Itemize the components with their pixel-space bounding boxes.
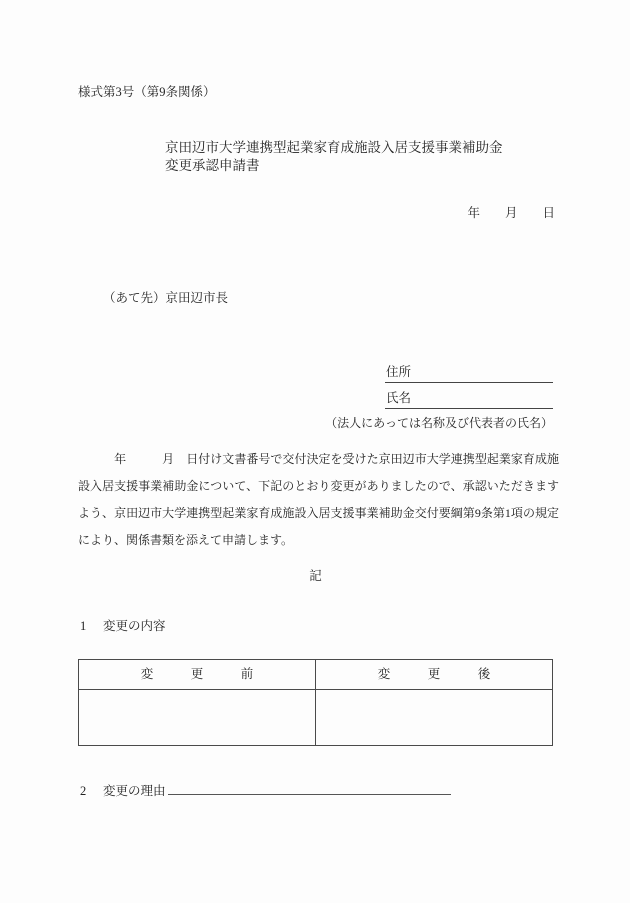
body-paragraph <box>78 452 559 560</box>
date-line: 年 月 日 <box>467 206 555 220</box>
change-table-body-row <box>79 690 553 746</box>
document-title-line2: 変更承認申請書 <box>165 157 260 173</box>
section-1-number: 1 <box>80 619 87 633</box>
document-title-line1: 京田辺市大学連携型起業家育成施設入居支援事業補助金 <box>165 140 503 155</box>
reason-field[interactable] <box>168 780 451 795</box>
change-table-header-row <box>79 660 553 690</box>
document-title <box>165 139 503 174</box>
section-2-heading <box>80 780 451 799</box>
name-label: 氏名 <box>386 391 412 405</box>
address-field[interactable] <box>385 364 553 383</box>
ki-marker: 記 <box>309 569 322 583</box>
section-2-number: 2 <box>80 784 87 798</box>
form-number: 様式第3号（第9条関係） <box>78 85 216 99</box>
address-label: 住所 <box>386 365 412 379</box>
body-paragraph-line3: よう、京田辺市大学連携型起業家育成施設入居支援事業補助金交付要綱第9条第1項の規定 <box>78 506 559 520</box>
change-table <box>78 659 553 746</box>
change-after-header: 変 更 後 <box>316 660 553 690</box>
name-field[interactable] <box>385 390 553 409</box>
section-2-label: 変更の理由 <box>103 784 166 798</box>
addressee: （あて先）京田辺市長 <box>103 291 229 305</box>
change-before-header: 変 更 前 <box>79 660 316 690</box>
body-paragraph-line2: 設入居支援事業補助金について、下記のとおり変更がありましたので、承認いただきます <box>78 479 559 493</box>
corporate-note: （法人にあっては名称及び代表者の氏名） <box>325 416 553 430</box>
change-before-cell[interactable] <box>79 690 316 746</box>
body-paragraph-line1: 年 月 日付け文書番号で交付決定を受けた京田辺市大学連携型起業家育成施 <box>78 452 559 466</box>
section-1-heading <box>80 618 166 634</box>
change-after-cell[interactable] <box>316 690 553 746</box>
body-paragraph-line4: により、関係書類を添えて申請します。 <box>78 533 294 547</box>
applicant-block <box>323 364 553 432</box>
section-1-label: 変更の内容 <box>103 619 166 633</box>
